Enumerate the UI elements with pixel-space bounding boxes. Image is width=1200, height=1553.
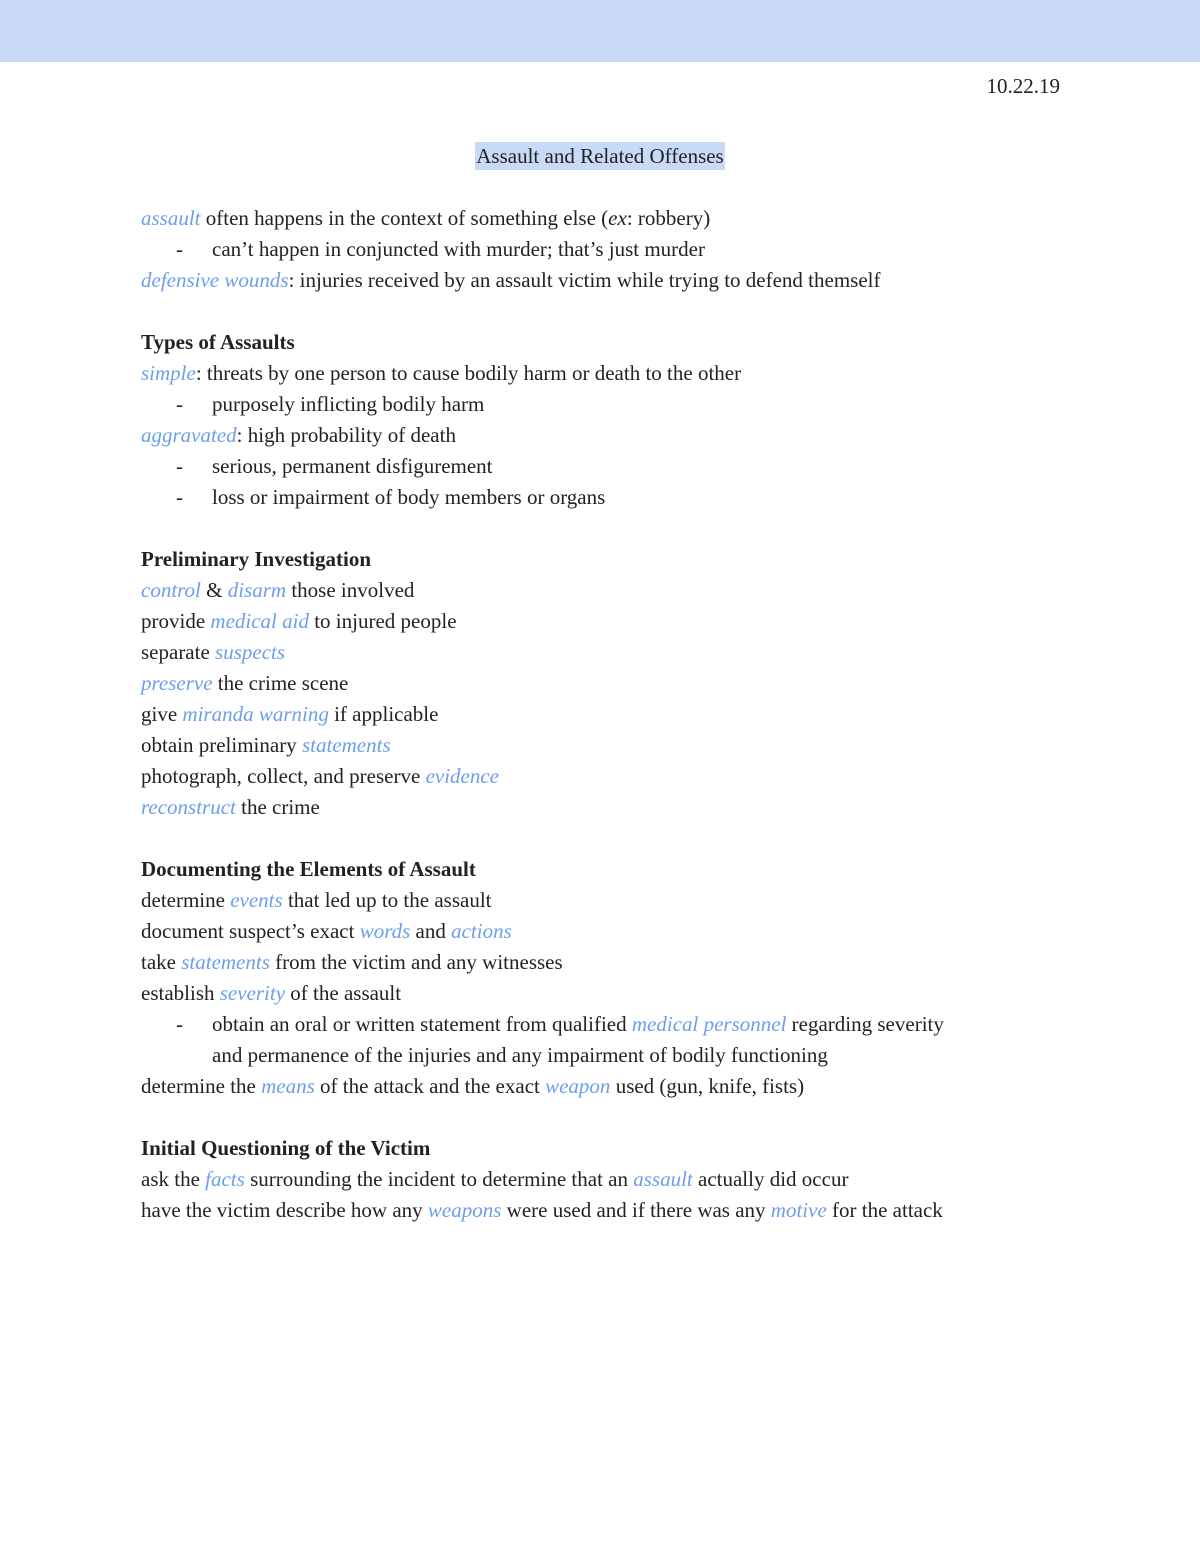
text-run: the crime scene [212,671,349,695]
text-run: have the victim describe how any [141,1198,428,1222]
text-run: obtain preliminary [141,733,302,757]
bullet-item [141,1009,1101,1040]
text-run: Types of Assaults [141,330,295,354]
bullet-dash: - [176,485,183,509]
bullet-item [141,234,1101,265]
text-run: serious, permanent disfigurement [212,454,493,478]
note-line [141,730,1101,761]
text-run: purposely inflicting bodily harm [212,392,485,416]
text-run: & [200,578,228,602]
text-run: Documenting the Elements of Assault [141,857,476,881]
text-run: of the attack and the exact [314,1074,546,1098]
text-run: establish [141,981,220,1005]
keyword-term: reconstruct [141,795,236,819]
text-run: the crime [235,795,320,819]
text-run: : injuries received by an assault victim while trying to defend themself [288,268,881,292]
text-run: those involved [286,578,415,602]
keyword-term: control [141,578,201,602]
keyword-term: severity [219,981,286,1005]
keyword-term: aggravated [141,423,237,447]
text-run: : threats by one person to cause bodily harm or death to the other [195,361,742,385]
text-run: Initial Questioning of the Victim [141,1136,431,1160]
text-run: from the victim and any witnesses [269,950,563,974]
bullet-continuation [141,1040,1101,1071]
note-line [141,947,1101,978]
keyword-term: medical aid [210,609,309,633]
keyword-term: motive [770,1198,827,1222]
text-run: separate [141,640,216,664]
keyword-term: assault [141,206,201,230]
note-line [141,1195,1101,1226]
note-line [141,265,1101,296]
bullet-dash: - [176,392,183,416]
text-run: : robbery) [626,206,711,230]
blank-line [141,296,1101,327]
keyword-term: actions [451,919,512,943]
note-line [141,420,1101,451]
keyword-term: disarm [227,578,287,602]
keyword-term: means [261,1074,315,1098]
italic-text: ex [608,206,627,230]
note-line [141,916,1101,947]
text-run: to injured people [308,609,457,633]
bullet-item [141,451,1101,482]
text-run: loss or impairment of body members or organs [212,485,606,509]
document-date: 10.22.19 [986,74,1060,98]
text-run: can’t happen in conjuncted with murder; that’s just murder [212,237,705,261]
note-line [141,668,1101,699]
keyword-term: medical personnel [631,1012,787,1036]
keyword-term: miranda warning [182,702,329,726]
text-run: take [141,950,182,974]
keyword-term: facts [205,1167,245,1191]
text-run: Preliminary Investigation [141,547,372,571]
bullet-item [141,389,1101,420]
text-run: actually did occur [692,1167,849,1191]
keyword-term: weapons [427,1198,502,1222]
keyword-term: evidence [425,764,500,788]
text-run: obtain an oral or written statement from qualified [212,1012,632,1036]
notes-body [141,203,1101,1226]
note-line [141,1164,1101,1195]
text-run: document suspect’s exact [141,919,360,943]
section-heading [141,854,1101,885]
text-run: determine the [141,1074,262,1098]
text-run: give [141,702,183,726]
keyword-term: weapon [545,1074,611,1098]
section-heading [141,327,1101,358]
keyword-term: simple [141,361,196,385]
top-color-band [0,0,1200,62]
section-heading [141,544,1101,575]
text-run: provide [141,609,211,633]
text-run: ask the [141,1167,206,1191]
keyword-term: statements [181,950,270,974]
bullet-item [141,482,1101,513]
text-run: used (gun, knife, fists) [610,1074,805,1098]
keyword-term: suspects [215,640,286,664]
note-line [141,885,1101,916]
note-line [141,575,1101,606]
keyword-term: defensive wounds [141,268,289,292]
text-run: that led up to the assault [282,888,492,912]
keyword-term: assault [633,1167,693,1191]
keyword-term: preserve [141,671,213,695]
keyword-term: events [230,888,283,912]
text-run: often happens in the context of something else ( [200,206,609,230]
blank-line [141,1102,1101,1133]
note-line [141,1071,1101,1102]
bullet-dash: - [176,237,183,261]
text-run: determine [141,888,231,912]
note-line [141,606,1101,637]
text-run: surrounding the incident to determine that an [244,1167,634,1191]
text-run: : high probability of death [236,423,456,447]
keyword-term: statements [301,733,391,757]
bullet-dash: - [176,454,183,478]
text-run: regarding severity [786,1012,944,1036]
text-run: of the assault [285,981,402,1005]
note-line [141,978,1101,1009]
page-title: Assault and Related Offenses [476,144,724,168]
note-line [141,203,1101,234]
keyword-term: words [359,919,411,943]
text-run: for the attack [826,1198,943,1222]
text-run: if applicable [328,702,439,726]
blank-line [141,513,1101,544]
note-line [141,699,1101,730]
title-container [0,142,1200,170]
note-line [141,761,1101,792]
bullet-dash: - [176,1012,183,1036]
note-line [141,637,1101,668]
note-line [141,358,1101,389]
text-run: were used and if there was any [501,1198,771,1222]
text-run: and [410,919,452,943]
note-line [141,792,1101,823]
section-heading [141,1133,1101,1164]
text-run: photograph, collect, and preserve [141,764,426,788]
text-run: and permanence of the injuries and any impairment of bodily functioning [212,1043,828,1067]
blank-line [141,823,1101,854]
